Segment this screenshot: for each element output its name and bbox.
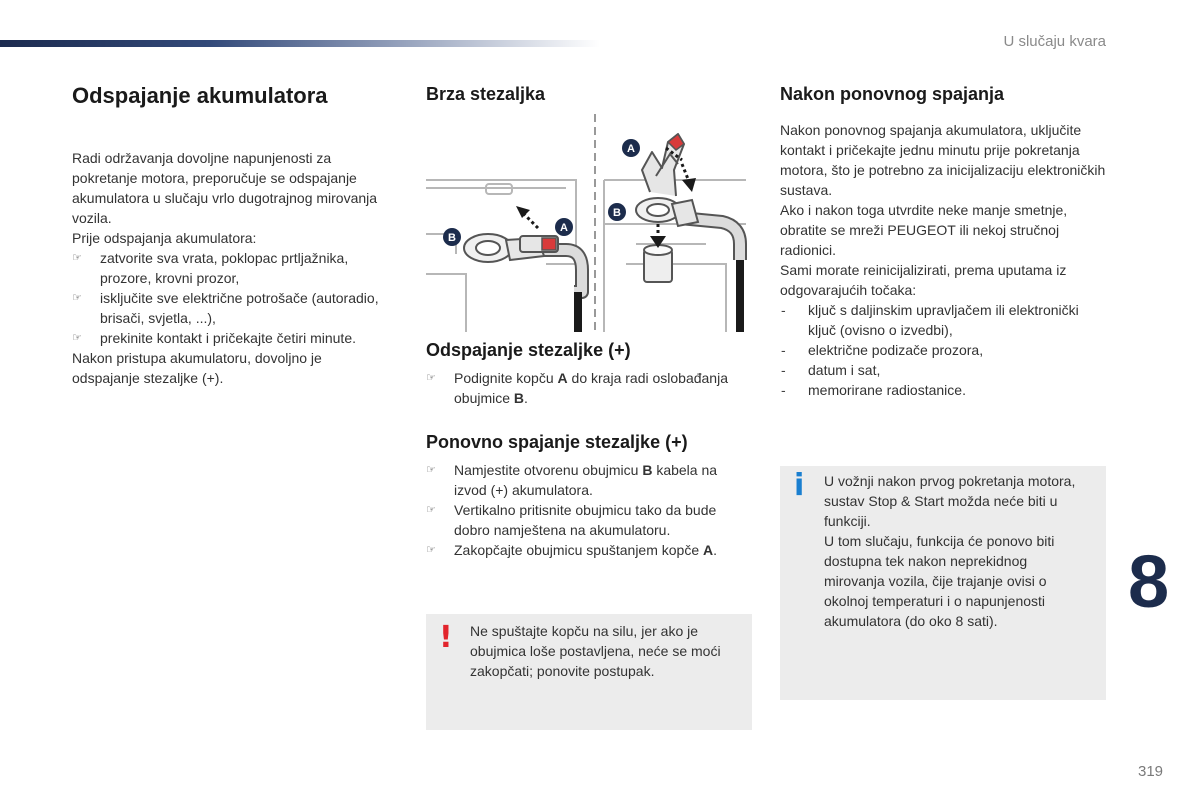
svg-text:B: B bbox=[448, 232, 456, 244]
list-item: - datum i sat, bbox=[781, 362, 881, 378]
list-item: ☞ Podignite kopču A do kraja radi oslobađanja obujmice B. bbox=[426, 370, 728, 406]
list-item: ☞ Namjestite otvorenu obujmicu B kabela na izvod (+) akumulatora. bbox=[426, 462, 718, 498]
disconnect-list bbox=[426, 368, 752, 408]
info-paragraph: U vožnji nakon prvog pokretanja motora, sustav Stop & Start možda neće biti u funkciji. bbox=[824, 473, 1076, 529]
list-item: - električne podizače prozora, bbox=[781, 342, 984, 358]
col1-body bbox=[72, 148, 392, 388]
intro-paragraph: Radi održavanja dovoljne napunjenosti za pokretanje motora, preporučuje se odspajanje akumulatora u slučaju vrlo dugotrajnog mirovanja vozila. bbox=[72, 150, 378, 226]
hand-pointer-icon: ☞ bbox=[426, 544, 436, 556]
col3-body bbox=[780, 120, 1106, 400]
list-item: ☞ prekinite kontakt i pričekajte četiri minute. bbox=[72, 330, 356, 346]
info-text bbox=[824, 471, 1086, 631]
svg-text:A: A bbox=[627, 143, 635, 155]
exclamation-icon: ! bbox=[439, 620, 453, 655]
list-item: - memorirane radiostanice. bbox=[781, 382, 966, 398]
list-item: - ključ s daljinskim upravljačem ili elektronički ključ (ovisno o izvedbi), bbox=[781, 302, 1079, 338]
hand-pointer-icon: ☞ bbox=[72, 252, 82, 264]
hand-pointer-icon: ☞ bbox=[426, 504, 436, 516]
paragraph: Ako i nakon toga utvrdite neke manje smetnje, obratite se mreži PEUGEOT ili nekoj stručnoj radionici. bbox=[780, 202, 1068, 258]
clamp-illustration bbox=[426, 114, 752, 334]
after-reconnect-title: Nakon ponovnog spajanja bbox=[780, 84, 1005, 104]
warning-note bbox=[426, 614, 752, 730]
reconnect-title: Ponovno spajanje stezaljke (+) bbox=[426, 432, 688, 452]
page-number: 319 bbox=[1138, 763, 1164, 780]
before-list bbox=[72, 248, 392, 348]
page-title: Odspajanje akumulatora bbox=[72, 83, 328, 108]
hand-pointer-icon: ☞ bbox=[426, 464, 436, 476]
outro-paragraph: Nakon pristupa akumulatoru, dovoljno je odspajanje stezaljke (+). bbox=[72, 350, 322, 386]
disconnect-section bbox=[426, 340, 752, 408]
disconnect-title: Odspajanje stezaljke (+) bbox=[426, 340, 631, 360]
svg-text:B: B bbox=[613, 207, 621, 219]
reinit-list bbox=[780, 300, 1106, 400]
list-item: ☞ isključite sve električne potrošače (autoradio, brisači, svjetla, ...), bbox=[72, 290, 379, 326]
paragraph: Nakon ponovnog spajanja akumulatora, uključite kontakt i pričekajte jednu minutu prije pokretanja motora, što je potrebno za inicijalizaciju elektroničkih sustava. bbox=[780, 122, 1106, 198]
info-note bbox=[780, 466, 1106, 700]
quick-clamp-title: Brza stezaljka bbox=[426, 84, 546, 104]
reconnect-list bbox=[426, 460, 752, 560]
list-item: ☞ Vertikalno pritisnite obujmicu tako da bude dobro namještena na akumulatoru. bbox=[426, 502, 717, 538]
reconnect-section bbox=[426, 432, 752, 560]
list-item: ☞ zatvorite sva vrata, poklopac prtljažnika, prozore, krovni prozor, bbox=[72, 250, 349, 286]
info-icon: i bbox=[794, 468, 805, 503]
section-title: U slučaju kvara bbox=[1003, 33, 1106, 50]
hand-pointer-icon: ☞ bbox=[72, 292, 82, 304]
clamp-diagram bbox=[426, 114, 752, 334]
warning-text: Ne spuštajte kopču na silu, jer ako je obujmica loše postavljena, neće se moći zakopčati; ponovite postupak. bbox=[470, 623, 721, 679]
info-paragraph: U tom slučaju, funkcija će ponovo biti dostupna tek nakon neprekidnog mirovanja vozila, čije trajanje ovisi o okolnoj temperaturi i o napunjenosti akumulatora (do oko 8 sati). bbox=[824, 533, 1055, 629]
list-item: ☞ Zakopčajte obujmicu spuštanjem kopče A. bbox=[426, 542, 718, 558]
header-gradient-bar bbox=[0, 40, 600, 47]
paragraph: Sami morate reinicijalizirati, prema uputama iz odgovarajućih točaka: bbox=[780, 262, 1067, 298]
hand-pointer-icon: ☞ bbox=[426, 372, 436, 384]
svg-text:A: A bbox=[560, 222, 568, 234]
hand-pointer-icon: ☞ bbox=[72, 332, 82, 344]
before-label: Prije odspajanja akumulatora: bbox=[72, 230, 257, 246]
chapter-number: 8 bbox=[1128, 540, 1170, 623]
